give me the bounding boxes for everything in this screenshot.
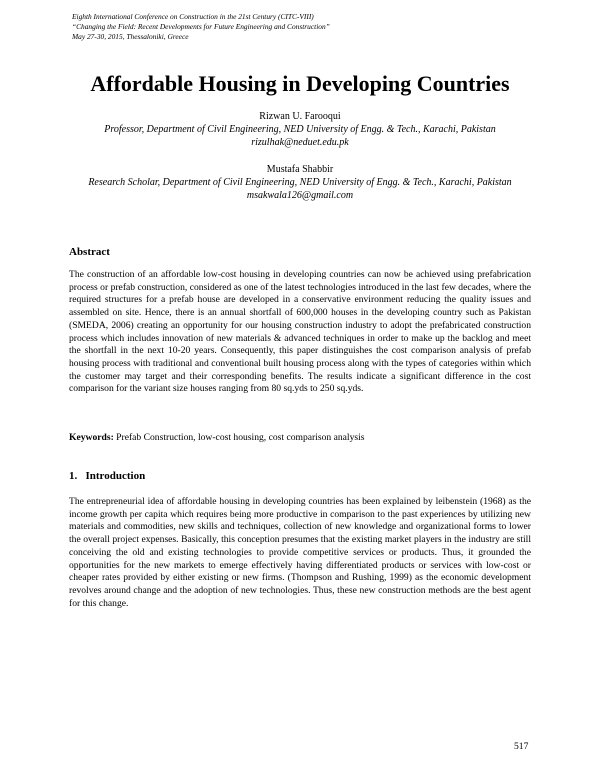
introduction-text: The entrepreneurial idea of affordable housing in developing countries has been explained by leibenstein (1968) as the income growth per capita which requires being more productive in comparison to the past experiences by utilizing new materials and commodities, new skills and techniques, collection of new knowledge and organizational forms to lower the overall project expenses. Basically, this conception presumes that the existing market players in the industry are still conceiving the old and existing technologies to provide competitive services or products. Thus, it grounded the opportunities for the new markets to emerge effectively having differentiated products or services with low-cost or cheaper rates provided by either existing or new firms. (Thompson and Rushing, 1999) as the economic development revolves around change and the adoption of new technologies. Thus, these new construction methods are the best agent for this change. [69, 496, 531, 609]
introduction-heading: 1. Introduction [69, 470, 146, 482]
conference-header [72, 12, 532, 42]
abstract-text: The construction of an affordable low-cost housing in developing countries can now be achieved using prefabrication process or prefab construction, considered as one of the latest technologies introduced in the last few decades, where the required structures for a prefab house are developed in a conservative environment reducing the quality issues and assembled on site. Hence, there is an annual shortfall of 600,000 houses in the developing country such as Pakistan (SMEDA, 2006) creating an opportunity for our housing construction industry to adopt the prefabricated construction process which includes innovation of new materials & advanced techniques in order to make up the backlog and meet the shortfall in the next 10-20 years. Consequently, this paper distinguishes the cost comparison analysis of prefab housing process with traditional and conventional built housing process along with the types of categories within which the customer may target and their corresponding benefits. The results indicate a significant difference in the cost comparison for the variant size houses ranging from 80 sq.yds to 250 sq.yds. [69, 269, 531, 395]
author-block [80, 110, 520, 202]
author-email[interactable]: msakwala126@gmail.com [246, 190, 354, 201]
author-affiliation: Research Scholar, Department of Civil Engineering, NED University of Engg. & Tech., Karachi, Pakistan [88, 177, 512, 188]
keywords-label: Keywords: [69, 432, 114, 443]
conference-header-line-1: Eighth International Conference on Construction in the 21st Century (CITC-VIII) [72, 12, 314, 21]
author-email[interactable]: rizulhak@neduet.edu.pk [251, 137, 349, 148]
page-number: 517 [514, 741, 529, 752]
paper-title: Affordable Housing in Developing Countries [90, 71, 510, 96]
author-affiliation: Professor, Department of Civil Engineering, NED University of Engg. & Tech., Karachi, Pakistan [104, 124, 496, 135]
keywords-text: Prefab Construction, low-cost housing, cost comparison analysis [116, 432, 365, 443]
keywords-line [69, 432, 365, 443]
author-name: Rizwan U. Farooqui [259, 111, 341, 122]
abstract-heading: Abstract [69, 246, 110, 258]
author-name: Mustafa Shabbir [266, 164, 334, 175]
conference-header-line-3: May 27-30, 2015, Thessaloniki, Greece [72, 32, 189, 41]
conference-header-line-2: “Changing the Field: Recent Developments for Future Engineering and Construction” [72, 22, 330, 31]
